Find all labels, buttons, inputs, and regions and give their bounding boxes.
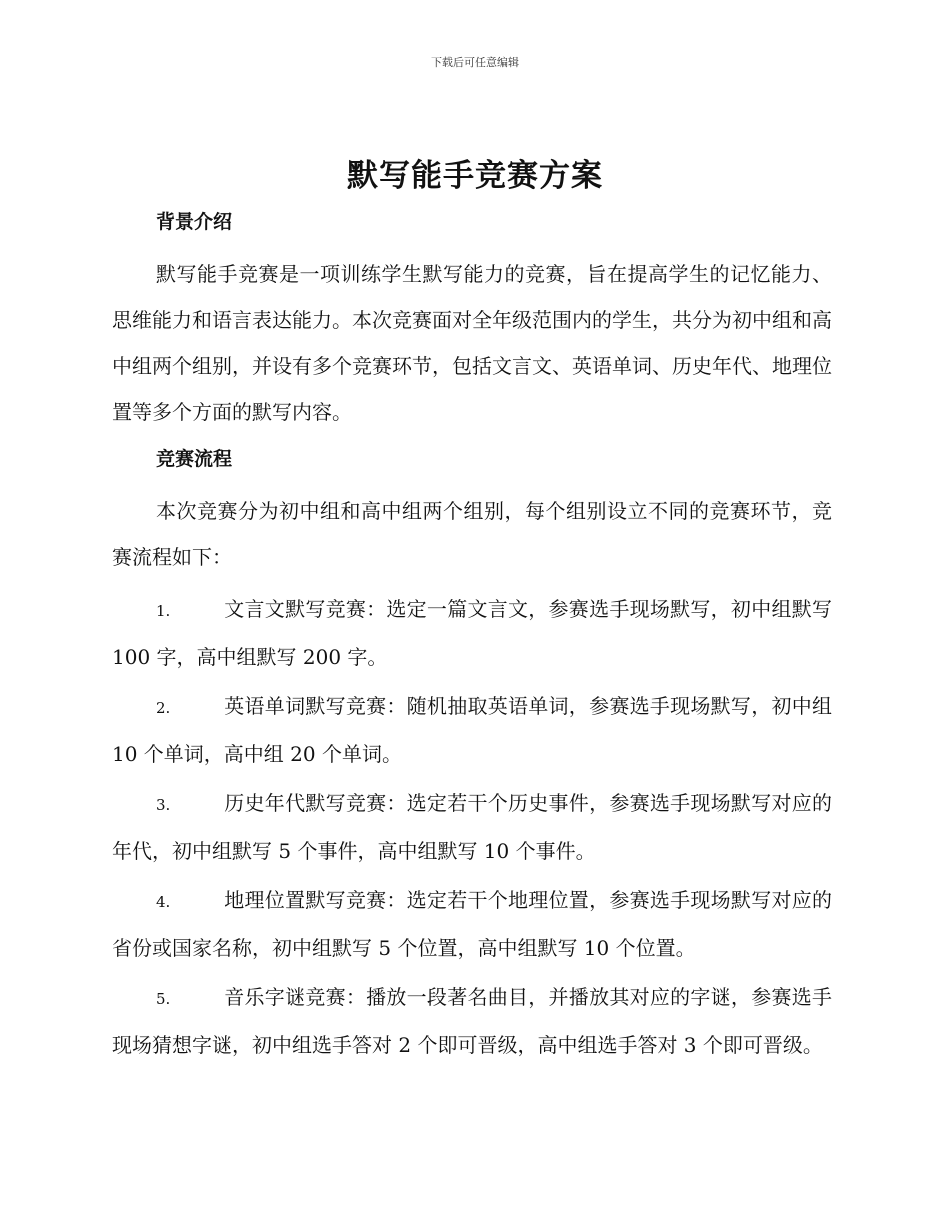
- list-item-text: 音乐字谜竞赛：播放一段著名曲目，并播放其对应的字谜，参赛选手现场猜想字谜，初中组选手答对 2 个即可晋级，高中组选手答对 3 个即可晋级。: [112, 985, 832, 1057]
- list-item-number: 3.: [156, 796, 171, 814]
- document-title: 默写能手竞赛方案: [347, 158, 603, 194]
- paragraph-process-intro: 本次竞赛分为初中组和高中组两个组别，每个组别设立不同的竞赛环节，竞赛流程如下：: [112, 499, 832, 569]
- list-item: [112, 586, 832, 680]
- list-item: [112, 683, 832, 777]
- list-item-text: 地理位置默写竞赛：选定若干个地理位置，参赛选手现场默写对应的省份或国家名称，初中组默写 5 个位置，高中组默写 10 个位置。: [112, 888, 832, 960]
- list-item-number: 5.: [156, 990, 171, 1008]
- list-item-number: 2.: [156, 699, 171, 717]
- list-item-text: 英语单词默写竞赛：随机抽取英语单词，参赛选手现场默写，初中组 10 个单词，高中组 20 个单词。: [112, 694, 832, 766]
- list-item-number: 4.: [156, 893, 171, 911]
- section-heading-process: 竞赛流程: [156, 448, 233, 470]
- list-item: [112, 877, 832, 971]
- list-item-text: 历史年代默写竞赛：选定若干个历史事件，参赛选手现场默写对应的年代，初中组默写 5 个事件，高中组默写 10 个事件。: [112, 791, 832, 863]
- header-note: 下载后可任意编辑: [431, 56, 519, 69]
- list-item: [112, 974, 832, 1068]
- list-item: [112, 780, 832, 874]
- list-item-text: 文言文默写竞赛：选定一篇文言文，参赛选手现场默写，初中组默写 100 字，高中组默写 200 字。: [112, 597, 832, 669]
- paragraph-background: 默写能手竞赛是一项训练学生默写能力的竞赛，旨在提高学生的记忆能力、思维能力和语言表达能力。本次竞赛面对全年级范围内的学生，共分为初中组和高中组两个组别，并设有多个竞赛环节，包括文言文、英语单词、历史年代、地理位置等多个方面的默写内容。: [112, 262, 832, 424]
- section-heading-background: 背景介绍: [156, 211, 233, 233]
- list-item-number: 1.: [156, 602, 171, 620]
